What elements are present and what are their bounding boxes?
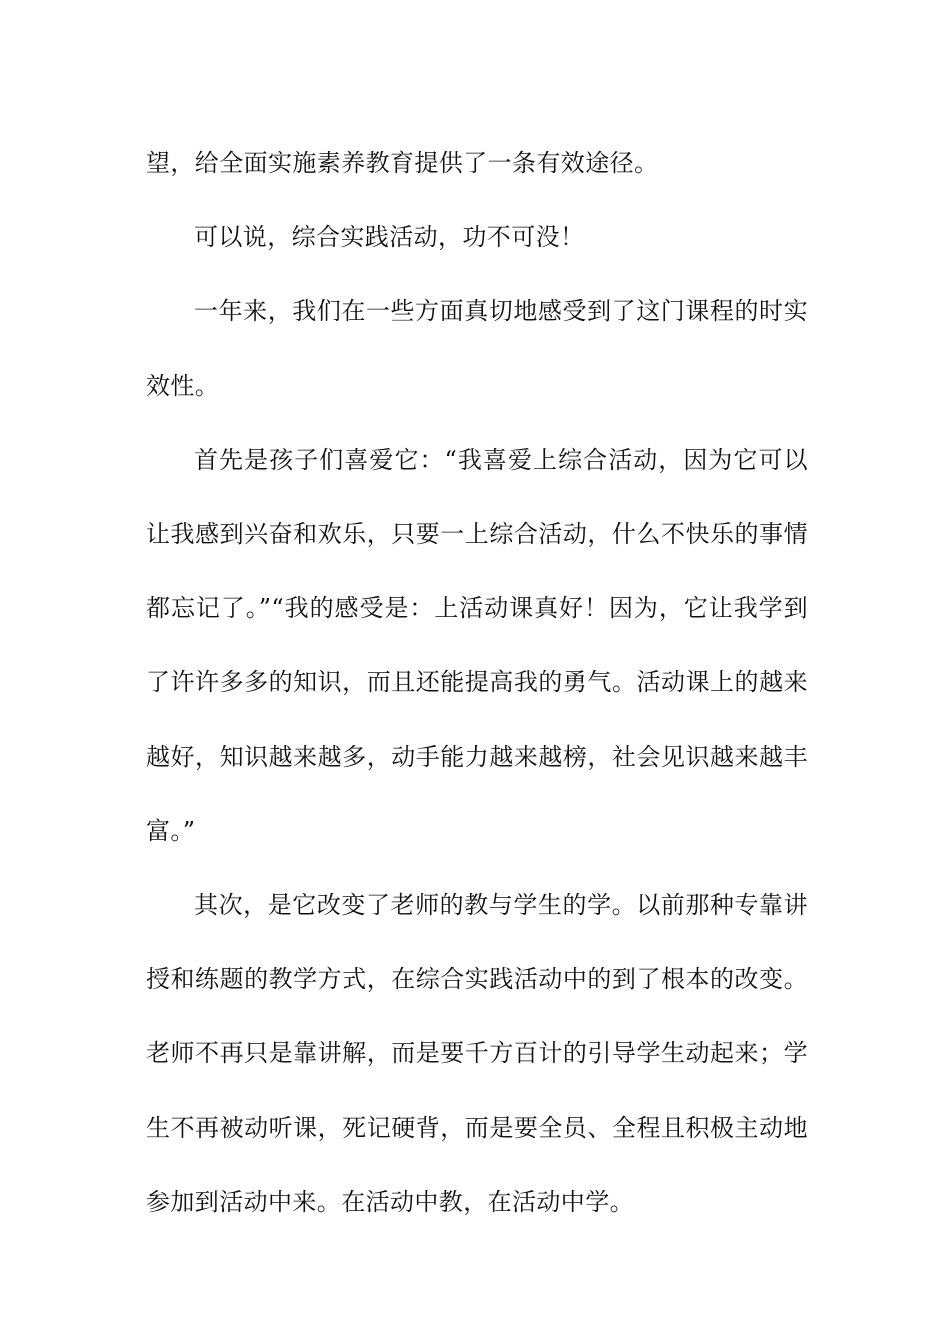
paragraph-students-quotes: 首先是孩子们喜爱它：“我喜爱上综合活动，因为它可以让我感到兴奋和欢乐，只要一上综合活动，什么不快乐的事情都忘记了。”“我的感受是：上活动课真好！因为，它让我学到了许许多多的知识，而且还能提高我的勇气。活动课上的越来越好，知识越来越多，动手能力越来越榜，社会见识越来越丰富。”	[146, 445, 808, 845]
paragraph-teaching-change: 其次，是它改变了老师的教与学生的学。以前那种专靠讲授和练题的教学方式，在综合实践活动中的到了根本的改变。老师不再只是靠讲解，而是要千方百计的引导学生动起来；学生不再被动听课，死记硬背，而是要全员、全程且积极主动地参加到活动中来。在活动中教，在活动中学。	[146, 891, 808, 1216]
paragraph-summary: 可以说，综合实践活动，功不可没！	[194, 223, 585, 252]
paragraph-continuation: 望，给全面实施素养教育提供了一条有效途径。	[146, 149, 659, 177]
paragraph-intro: 一年来，我们在一些方面真切地感受到了这门课程的时实效性。	[146, 297, 808, 400]
body-text	[146, 126, 808, 1239]
